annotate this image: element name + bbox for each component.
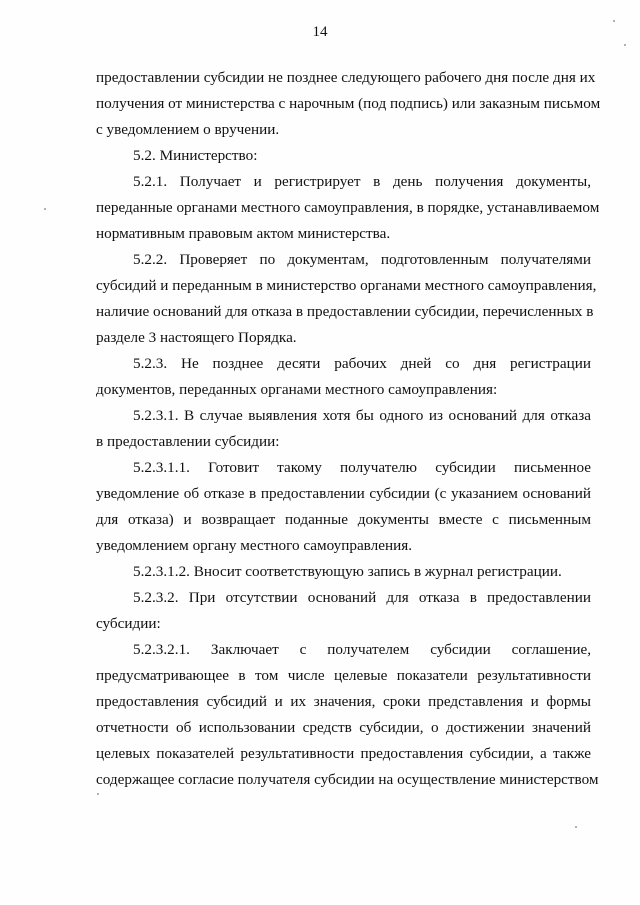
- text-line: предусматривающее в том числе целевые показатели результативности: [96, 667, 591, 684]
- scan-speck: [575, 826, 577, 828]
- text-line: 5.2.2. Проверяет по документам, подготовленным получателями: [133, 251, 591, 268]
- text-line: 5.2.3.1.2. Вносит соответствующую запись в журнал регистрации.: [133, 563, 562, 580]
- text-line: уведомлением органу местного самоуправления.: [96, 537, 413, 554]
- page-number: 14: [312, 24, 328, 40]
- text-line: отчетности об использовании средств субсидии, о достижении значений: [96, 719, 591, 736]
- text-line: наличие оснований для отказа в предоставлении субсидии, перечисленных в: [96, 303, 594, 320]
- text-line: получения от министерства с нарочным (под подпись) или заказным письмом: [96, 95, 601, 112]
- section-heading: 5.2. Министерство:: [133, 147, 258, 164]
- scan-speck: [613, 20, 615, 22]
- text-line: 5.2.3.1. В случае выявления хотя бы одного из оснований для отказа: [133, 407, 591, 424]
- text-line: предоставлении субсидии не позднее следующего рабочего дня после дня их: [96, 69, 596, 86]
- text-line: разделе 3 настоящего Порядка.: [96, 329, 297, 346]
- text-line: 5.2.1. Получает и регистрирует в день получения документы,: [133, 173, 591, 190]
- text-line: субсидий и переданным в министерство органами местного самоуправления,: [96, 277, 597, 294]
- text-line: в предоставлении субсидии:: [96, 433, 280, 450]
- scan-speck: [624, 44, 626, 46]
- text-line: 5.2.3.2. При отсутствии оснований для отказа в предоставлении: [133, 589, 591, 606]
- text-line: 5.2.3. Не позднее десяти рабочих дней со дня регистрации: [133, 355, 591, 372]
- text-line: целевых показателей результативности предоставления субсидии, а также: [96, 745, 591, 762]
- text-line: предоставления субсидий и их значения, сроки представления и формы: [96, 693, 591, 710]
- text-line: с уведомлением о вручении.: [96, 121, 280, 138]
- text-line: нормативным правовым актом министерства.: [96, 225, 391, 242]
- text-line: документов, переданных органами местного самоуправления:: [96, 381, 498, 398]
- text-line: субсидии:: [96, 615, 161, 632]
- text-line: 5.2.3.1.1. Готовит такому получателю субсидии письменное: [133, 459, 591, 476]
- text-line: переданные органами местного самоуправления, в порядке, устанавливаемом: [96, 199, 600, 216]
- text-line: 5.2.3.2.1. Заключает с получателем субсидии соглашение,: [133, 641, 591, 658]
- scan-speck: [44, 208, 46, 210]
- text-line: содержащее согласие получателя субсидии на осуществление министерством: [96, 771, 599, 788]
- text-line: для отказа) и возвращает поданные документы вместе с письменным: [96, 511, 591, 528]
- scan-speck: [97, 793, 99, 795]
- text-line: уведомление об отказе в предоставлении субсидии (с указанием оснований: [96, 485, 591, 502]
